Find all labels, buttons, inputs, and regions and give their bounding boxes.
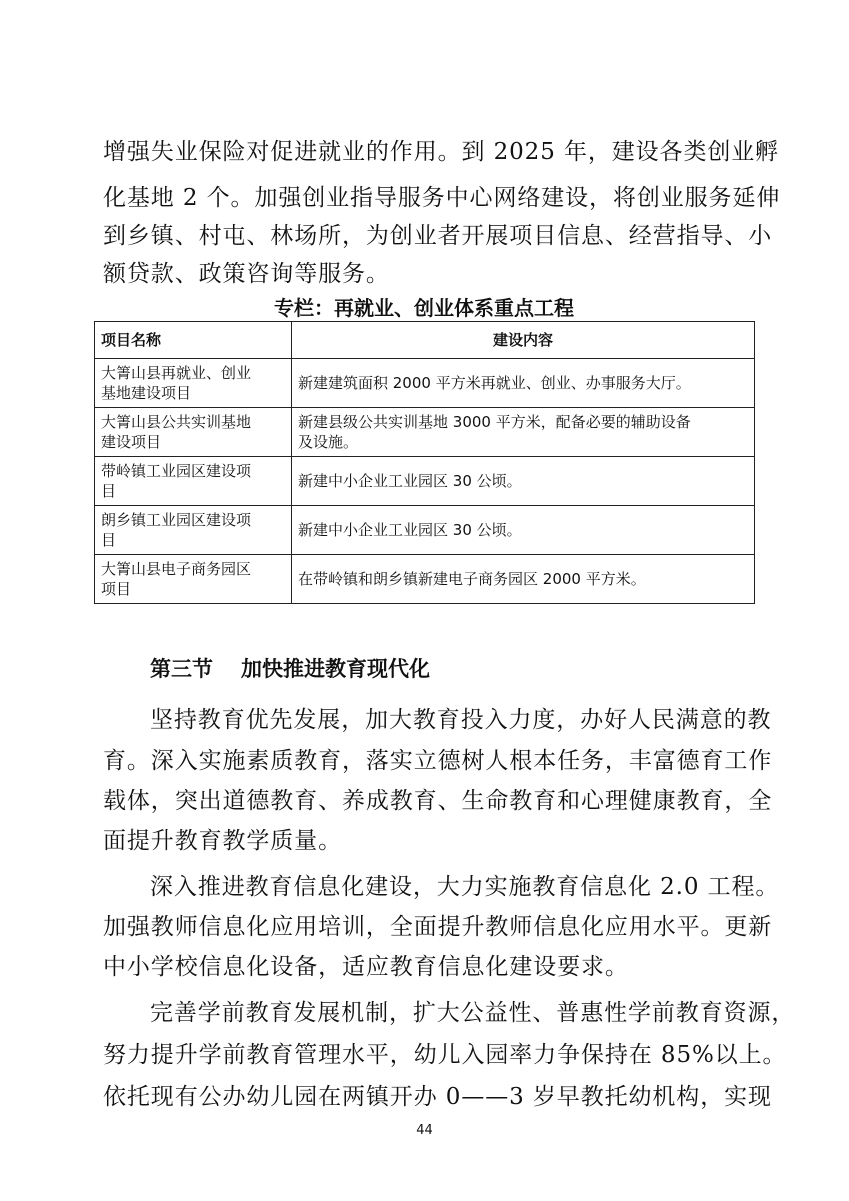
text-line: 额贷款、政策咨询等服务。 bbox=[103, 261, 390, 287]
text-line: 载体，突出道德教育、养成教育、生命教育和心理健康教育，全 bbox=[103, 788, 773, 814]
cell-line: 新建建筑面积 2000 平方米再就业、创业、办事服务大厅。 bbox=[298, 374, 691, 392]
text-line: 依托现有公办幼儿园在两镇开办 0——3 岁早教托幼机构，实现 bbox=[103, 1084, 772, 1110]
cell-line: 新建中小企业工业园区 30 公顷。 bbox=[298, 472, 522, 490]
cell-line: 及设施。 bbox=[298, 433, 359, 451]
table-row bbox=[95, 457, 755, 506]
project-name-cell bbox=[95, 359, 292, 408]
project-content-cell bbox=[292, 359, 755, 408]
text-line: 完善学前教育发展机制，扩大公益性、普惠性学前教育资源， bbox=[150, 1000, 796, 1026]
text-line: 育。深入实施素质教育，落实立德树人根本任务，丰富德育工作 bbox=[103, 748, 773, 774]
project-name-cell bbox=[95, 408, 292, 457]
table-row bbox=[95, 359, 755, 408]
cell-line: 目 bbox=[101, 482, 117, 500]
text-line: 坚持教育优先发展，加大教育投入力度，办好人民满意的教 bbox=[150, 707, 772, 733]
project-content-cell bbox=[292, 555, 755, 604]
table-row bbox=[95, 555, 755, 604]
cell-line: 带岭镇工业园区建设项 bbox=[101, 462, 252, 480]
table-header-row bbox=[95, 322, 755, 359]
cell-line: 目 bbox=[101, 531, 117, 549]
cell-line: 大箐山县再就业、创业 bbox=[101, 364, 252, 382]
project-name-cell bbox=[95, 457, 292, 506]
project-content-cell bbox=[292, 408, 755, 457]
cell-line: 朗乡镇工业园区建设项 bbox=[101, 511, 252, 529]
text-line: 面提升教育教学质量。 bbox=[103, 828, 342, 854]
project-name-cell bbox=[95, 506, 292, 555]
cell-line: 大箐山县公共实训基地 bbox=[101, 413, 252, 431]
cell-line: 基地建设项目 bbox=[101, 384, 192, 402]
text-line: 到乡镇、村屯、林场所，为创业者开展项目信息、经营指导、小 bbox=[103, 223, 773, 249]
section-heading bbox=[150, 655, 430, 683]
cell-line: 在带岭镇和朗乡镇新建电子商务园区 2000 平方米。 bbox=[298, 570, 646, 588]
text-line: 努力提升学前教育管理水平，幼儿入园率力争保持在 85%以上。 bbox=[103, 1042, 787, 1068]
column-header-content: 建设内容 bbox=[292, 322, 755, 359]
table-row bbox=[95, 408, 755, 457]
project-table bbox=[94, 321, 755, 604]
page-number: 44 bbox=[416, 1123, 433, 1138]
project-name-cell bbox=[95, 555, 292, 604]
section-title: 加快推进教育现代化 bbox=[241, 657, 430, 681]
cell-line: 建设项目 bbox=[101, 433, 162, 451]
section-number: 第三节 bbox=[150, 657, 213, 681]
box-title: 专栏：再就业、创业体系重点工程 bbox=[274, 296, 574, 320]
text-line: 中小学校信息化设备，适应教育信息化建设要求。 bbox=[103, 954, 629, 980]
text-line: 深入推进教育信息化建设，大力实施教育信息化 2.0 工程。 bbox=[150, 874, 780, 900]
project-content-cell bbox=[292, 457, 755, 506]
text-line: 加强教师信息化应用培训，全面提升教师信息化应用水平。更新 bbox=[103, 914, 773, 940]
text-line: 增强失业保险对促进就业的作用。到 2025 年，建设各类创业孵 bbox=[103, 139, 780, 165]
column-header-name: 项目名称 bbox=[95, 322, 292, 359]
cell-line: 项目 bbox=[101, 580, 132, 598]
cell-line: 新建县级公共实训基地 3000 平方米，配备必要的辅助设备 bbox=[298, 413, 691, 431]
cell-line: 新建中小企业工业园区 30 公顷。 bbox=[298, 521, 522, 539]
table-row bbox=[95, 506, 755, 555]
text-line: 化基地 2 个。加强创业指导服务中心网络建设，将创业服务延伸 bbox=[103, 185, 781, 211]
cell-line: 大箐山县电子商务园区 bbox=[101, 560, 252, 578]
project-content-cell bbox=[292, 506, 755, 555]
